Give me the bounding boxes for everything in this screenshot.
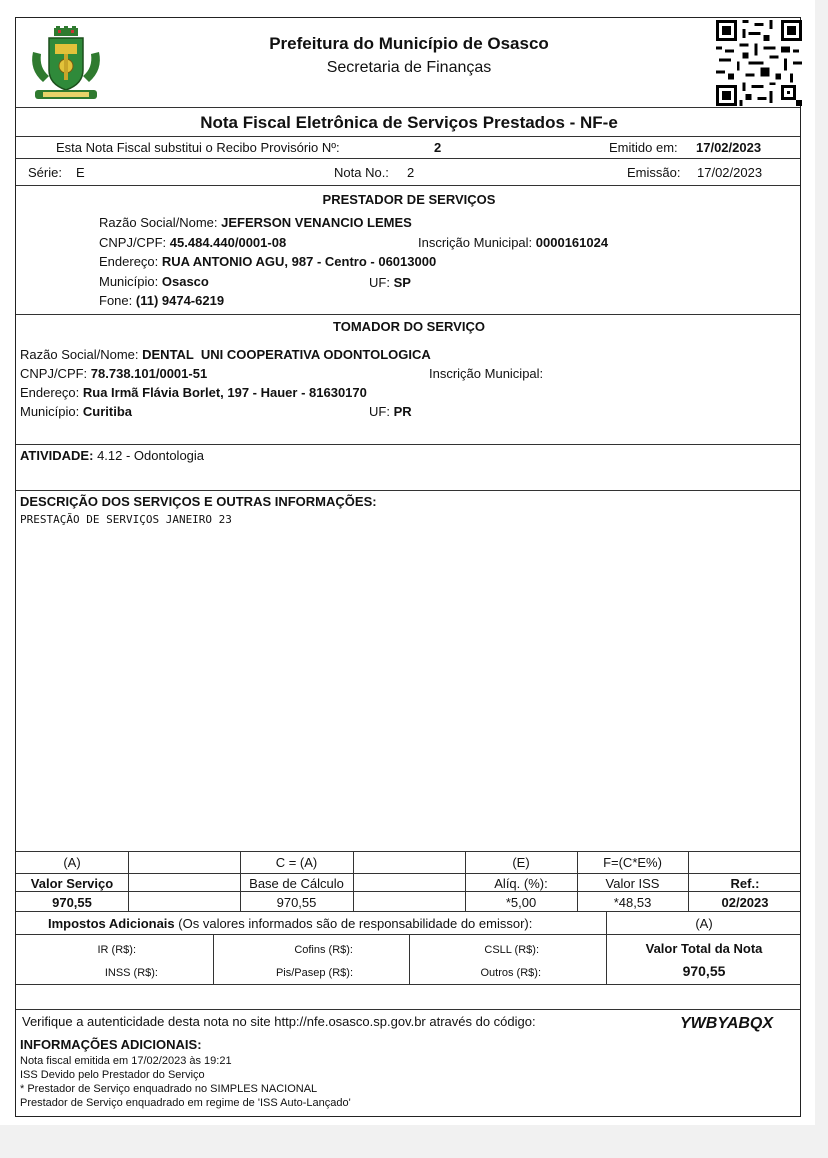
divider bbox=[16, 136, 800, 137]
tomador-endereco-value: Rua Irmã Flávia Borlet, 197 - Hauer - 81630170 bbox=[82, 385, 367, 400]
divider bbox=[16, 851, 800, 852]
atividade-label: ATIVIDADE: bbox=[20, 448, 94, 463]
prestador-razao-label: Razão Social/Nome: bbox=[99, 215, 218, 230]
divider bbox=[16, 314, 800, 315]
prestador-fone-label: Fone: bbox=[99, 293, 133, 308]
valor-iss-value: *48,53 bbox=[613, 895, 652, 910]
tomador-cnpj-label: CNPJ/CPF: bbox=[20, 366, 88, 381]
divider bbox=[16, 158, 800, 159]
atividade-value: 4.12 - Odontologia bbox=[97, 448, 205, 463]
tomador-uf-label: UF: bbox=[369, 404, 390, 419]
nota-label: Nota No.: bbox=[334, 165, 389, 180]
secretaria-subtitle: Secretaria de Finanças bbox=[326, 59, 492, 76]
adicionais-line: Prestador de Serviço enquadrado em regime de 'ISS Auto-Lançado' bbox=[20, 1097, 351, 1109]
divider bbox=[16, 911, 800, 912]
total-value: 970,55 bbox=[682, 963, 726, 979]
csll-label: CSLL (R$): bbox=[484, 944, 539, 956]
base-calculo-value: 970,55 bbox=[276, 895, 317, 910]
serie-label: Série: bbox=[28, 165, 62, 180]
divider bbox=[128, 851, 129, 911]
aliquota-code: (E) bbox=[512, 855, 530, 870]
tomador-cnpj-value: 78.738.101/0001-51 bbox=[90, 366, 208, 381]
divider bbox=[16, 490, 800, 491]
prestador-razao-value: JEFERSON VENANCIO LEMES bbox=[221, 215, 412, 230]
prestador-fone-value: (11) 9474-6219 bbox=[135, 293, 225, 308]
serie-value: E bbox=[76, 165, 85, 180]
prestador-section-title: PRESTADOR DE SERVIÇOS bbox=[322, 192, 496, 207]
substitui-label: Esta Nota Fiscal substitui o Recibo Provisório Nº: bbox=[56, 140, 340, 155]
tomador-uf-value: PR bbox=[393, 404, 412, 419]
aliquota-label: Alíq. (%): bbox=[494, 876, 548, 891]
divider bbox=[16, 984, 800, 985]
valor-servico-code: (A) bbox=[63, 855, 81, 870]
ref-label: Ref.: bbox=[730, 876, 760, 891]
ref-value: 02/2023 bbox=[721, 895, 769, 910]
tomador-endereco-label: Endereço: bbox=[20, 385, 80, 400]
total-label: Valor Total da Nota bbox=[645, 941, 763, 956]
prestador-endereco-value: RUA ANTONIO AGU, 987 - Centro - 06013000 bbox=[161, 254, 437, 269]
divider bbox=[16, 107, 800, 108]
adicionais-line: ISS Devido pelo Prestador do Serviço bbox=[20, 1069, 205, 1081]
prestador-im-row bbox=[418, 235, 608, 250]
impostos-header bbox=[48, 916, 532, 931]
inss-label: INSS (R$): bbox=[104, 967, 158, 979]
divider bbox=[16, 891, 800, 892]
divider bbox=[16, 444, 800, 445]
emitido-value: 17/02/2023 bbox=[696, 140, 762, 155]
prestador-fone-row bbox=[99, 293, 224, 308]
document-title: Nota Fiscal Eletrônica de Serviços Prestados - NF-e bbox=[200, 113, 618, 132]
tomador-razao-label: Razão Social/Nome: bbox=[20, 347, 139, 362]
emissao-label: Emissão: bbox=[627, 165, 681, 180]
adicionais-line: * Prestador de Serviço enquadrado no SIMPLES NACIONAL bbox=[20, 1083, 318, 1095]
prestador-im-value: 0000161024 bbox=[535, 235, 609, 250]
prestador-uf-label: UF: bbox=[369, 275, 390, 290]
prestador-cnpj-row bbox=[99, 235, 286, 250]
prefeitura-title: Prefeitura do Município de Osasco bbox=[269, 34, 549, 53]
valor-iss-label: Valor ISS bbox=[605, 876, 660, 891]
divider bbox=[16, 1009, 800, 1010]
prestador-municipio-value: Osasco bbox=[161, 274, 209, 289]
prestador-cnpj-label: CNPJ/CPF: bbox=[99, 235, 167, 250]
descricao-title: DESCRIÇÃO DOS SERVIÇOS E OUTRAS INFORMAÇÕES: bbox=[20, 494, 377, 509]
valor-iss-code: F=(C*E%) bbox=[603, 855, 662, 870]
cofins-label: Cofins (R$): bbox=[294, 944, 353, 956]
impostos-title: Impostos Adicionais bbox=[48, 916, 175, 931]
prestador-endereco-row bbox=[99, 254, 436, 269]
total-code: (A) bbox=[695, 916, 713, 931]
atividade-row bbox=[20, 448, 204, 463]
verificacao-code: YWBYABQX bbox=[680, 1015, 774, 1032]
nota-value: 2 bbox=[407, 165, 415, 180]
valor-servico-label: Valor Serviço bbox=[30, 876, 114, 891]
substitui-value: 2 bbox=[434, 140, 442, 155]
adicionais-title: INFORMAÇÕES ADICIONAIS: bbox=[20, 1037, 202, 1052]
impostos-note: (Os valores informados são de responsabilidade do emissor): bbox=[178, 916, 533, 931]
tomador-im-label: Inscrição Municipal: bbox=[429, 366, 544, 381]
tomador-cnpj-row bbox=[20, 366, 207, 381]
valor-servico-value: 970,55 bbox=[52, 895, 92, 910]
pis-label: Pis/Pasep (R$): bbox=[275, 967, 353, 979]
tomador-municipio-value: Curitiba bbox=[82, 404, 132, 419]
outros-label: Outros (R$): bbox=[480, 967, 541, 979]
tomador-municipio-label: Município: bbox=[20, 404, 80, 419]
base-calculo-code: C = (A) bbox=[275, 855, 318, 870]
tomador-section-title: TOMADOR DO SERVIÇO bbox=[333, 319, 485, 334]
prestador-municipio-label: Município: bbox=[99, 274, 159, 289]
emitido-label: Emitido em: bbox=[609, 140, 678, 155]
tomador-razao-value: DENTAL UNI COOPERATIVA ODONTOLOGICA bbox=[142, 347, 431, 362]
tomador-endereco-row bbox=[20, 385, 367, 400]
tomador-uf-row bbox=[369, 404, 412, 419]
base-calculo-label: Base de Cálculo bbox=[249, 876, 344, 891]
prestador-endereco-label: Endereço: bbox=[99, 254, 159, 269]
prestador-cnpj-value: 45.484.440/0001-08 bbox=[169, 235, 287, 250]
qr-code-icon bbox=[716, 20, 802, 106]
verificacao-text: Verifique a autenticidade desta nota no site http://nfe.osasco.sp.gov.br através do código: bbox=[22, 1014, 536, 1029]
divider bbox=[16, 873, 800, 874]
prestador-municipio-row bbox=[99, 274, 209, 289]
prestador-razao-row bbox=[99, 215, 412, 230]
descricao-text: PRESTAÇÃO DE SERVIÇOS JANEIRO 23 bbox=[20, 513, 232, 526]
tomador-razao-row bbox=[20, 347, 431, 362]
prestador-uf-row bbox=[369, 275, 411, 290]
aliquota-value: *5,00 bbox=[505, 895, 537, 910]
ir-label: IR (R$): bbox=[97, 944, 136, 956]
nfe-document bbox=[15, 17, 801, 1117]
divider bbox=[353, 851, 354, 911]
divider bbox=[16, 185, 800, 186]
emissao-value: 17/02/2023 bbox=[697, 165, 763, 180]
adicionais-line: Nota fiscal emitida em 17/02/2023 às 19:21 bbox=[20, 1055, 232, 1067]
prestador-im-label: Inscrição Municipal: bbox=[418, 235, 533, 250]
prestador-uf-value: SP bbox=[393, 275, 411, 290]
tomador-municipio-row bbox=[20, 404, 132, 419]
divider bbox=[16, 934, 800, 935]
